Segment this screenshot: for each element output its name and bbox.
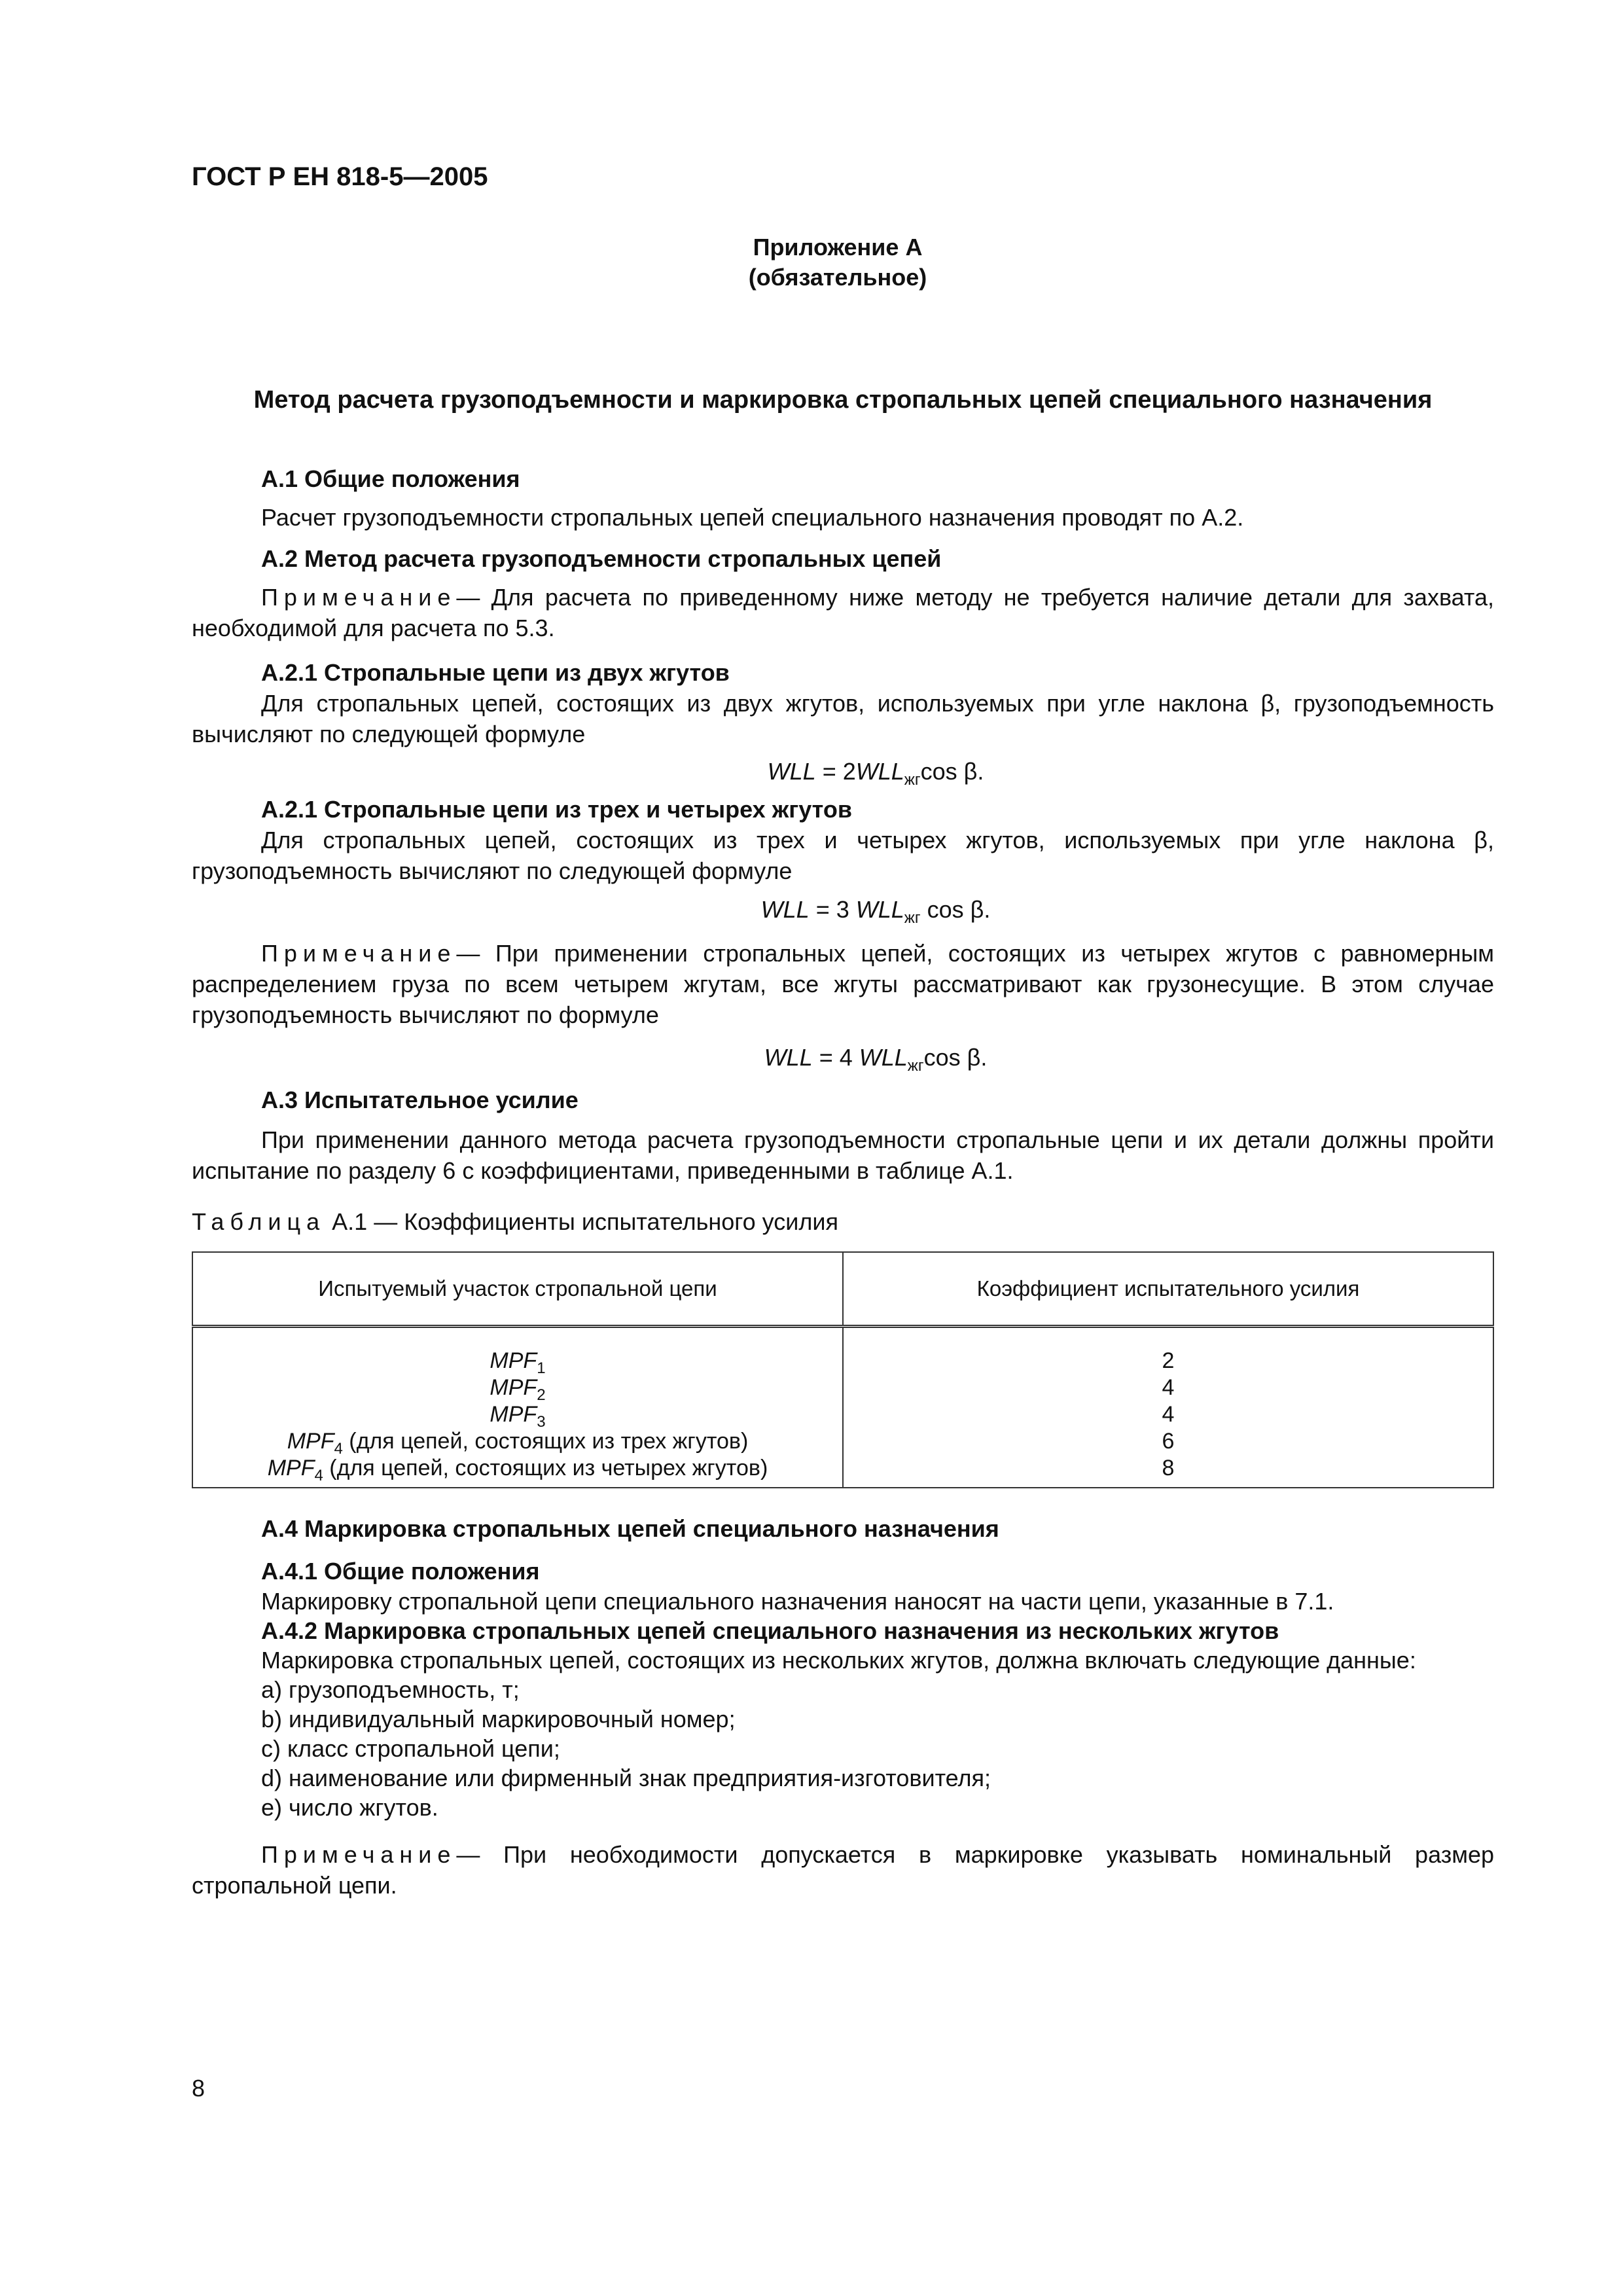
table-caption <box>192 1208 838 1236</box>
table-item <box>194 1455 842 1482</box>
section-a1-text: Расчет грузоподъемности стропальных цепей специального назначения проводят по А.2. <box>261 504 1244 531</box>
section-a4-heading: А.4 Маркировка стропальных цепей специального назначения <box>261 1515 999 1542</box>
formula-eq: = 3 <box>809 896 856 923</box>
section-a21-heading: А.2.1 Стропальные цепи из двух жгутов <box>261 659 730 686</box>
section-a3-text: При применении данного метода расчета грузоподъемности стропальные цепи и их детали должны пройти испытание по разделу 6 с коэффициентами, приведенными в таблице А.1. <box>192 1126 1494 1184</box>
section-a42-heading: А.4.2 Маркировка стропальных цепей специального назначения из нескольких жгутов <box>261 1617 1279 1644</box>
coefficient-value: 2 <box>1162 1348 1175 1373</box>
mpf-note: (для цепей, состоящих из четырех жгутов) <box>323 1456 768 1480</box>
section-a2-note <box>192 582 1494 643</box>
section-a42-text: Маркировка стропальных цепей, состоящих из нескольких жгутов, должна включать следующие данные: <box>261 1647 1416 1674</box>
list-item: d) наименование или фирменный знак предприятия-изготовителя; <box>261 1765 991 1791</box>
formula-tail: cos β. <box>920 896 991 923</box>
note-text: — При необходимости допускается в маркировке указывать номинальный размер стропальной цепи. <box>192 1841 1494 1899</box>
section-a3-heading: А.3 Испытательное усилие <box>261 1086 579 1113</box>
section-a21b-text: Для стропальных цепей, состоящих из трех и четырех жгутов, используемых при угле наклона β, грузоподъемность вычисляют по следующей формуле <box>192 827 1494 884</box>
note-text: — При применении стропальных цепей, состоящих из четырех жгутов с равномерным распределением груза по всем четырем жгутам, все жгуты рассматривают как грузонесущие. В этом случае грузоподъемность вычисляют по формуле <box>192 940 1494 1028</box>
section-a41-text: Маркировку стропальной цепи специального назначения наносят на части цепи, указанные в 7.1. <box>261 1588 1334 1615</box>
note-label: Примечание <box>261 940 457 967</box>
section-a1-heading: А.1 Общие положения <box>261 465 520 492</box>
section-a4 <box>192 1513 1494 1901</box>
annex-heading <box>0 232 1623 293</box>
section-a2 <box>192 543 1494 643</box>
formula-two-legs <box>192 756 1494 787</box>
formula-four-legs <box>192 1042 1494 1073</box>
formula-eq: = 4 <box>812 1044 859 1071</box>
mpf-var: MPF <box>490 1402 537 1427</box>
table-cell-coefficient <box>843 1327 1493 1488</box>
annex-title: Приложение А <box>753 234 923 260</box>
section-a3 <box>192 1085 1494 1186</box>
list-item: с) класс стропальной цепи; <box>261 1735 560 1762</box>
table-item <box>194 1374 842 1404</box>
table-header-cell: Коэффициент испытательного усилия <box>843 1252 1493 1327</box>
note-label: Примечание <box>261 1841 457 1868</box>
section-a1 <box>192 463 1494 533</box>
mpf-sub: 4 <box>314 1467 323 1484</box>
marking-list <box>192 1675 1494 1822</box>
section-a21b-heading: А.2.1 Стропальные цепи из трех и четырех жгутов <box>261 796 852 823</box>
mpf-sub: 4 <box>334 1440 343 1458</box>
formula-sub: жг <box>904 909 921 927</box>
table-caption-label: Таблица <box>192 1208 326 1235</box>
coefficient-value: 4 <box>1162 1375 1175 1400</box>
formula-lhs: WLL <box>764 1044 813 1071</box>
formula-three-legs <box>192 894 1494 925</box>
section-a21-two-legs <box>192 657 1494 787</box>
table-cell-section <box>192 1327 843 1488</box>
table-item <box>194 1401 842 1431</box>
coefficient-value: 4 <box>1162 1402 1175 1427</box>
formula-var: WLL <box>855 896 904 923</box>
section-a21b-note <box>192 938 1494 1030</box>
mpf-var: MPF <box>287 1429 334 1454</box>
mpf-sub: 3 <box>537 1413 546 1431</box>
formula-lhs: WLL <box>767 758 816 785</box>
coefficients-table <box>192 1251 1494 1488</box>
document-code: ГОСТ Р ЕН 818-5—2005 <box>192 162 488 191</box>
formula-var: WLL <box>859 1044 908 1071</box>
list-item: b) индивидуальный маркировочный номер; <box>261 1706 736 1732</box>
formula-sub: жг <box>904 771 921 789</box>
table-header-row <box>192 1252 1493 1327</box>
note-text: — Для расчета по приведенному ниже методу не требуется наличие детали для захвата, необходимой для расчета по 5.3. <box>192 584 1494 641</box>
formula-lhs: WLL <box>760 896 810 923</box>
coefficient-value: 8 <box>1162 1456 1175 1480</box>
mpf-sub: 1 <box>537 1359 546 1377</box>
mpf-var: MPF <box>490 1375 537 1400</box>
table-caption-text: А.1 — Коэффициенты испытательного усилия <box>325 1208 838 1235</box>
formula-sub: жг <box>907 1057 924 1075</box>
list-item: а) грузоподъемность, т; <box>261 1676 520 1703</box>
section-a2-heading: А.2 Метод расчета грузоподъемности стропальных цепей <box>261 545 942 572</box>
table-row <box>192 1327 1493 1488</box>
mpf-sub: 2 <box>537 1386 546 1404</box>
coefficient-value: 6 <box>1162 1429 1175 1454</box>
annex-status: (обязательное) <box>748 264 927 291</box>
formula-tail: cos β. <box>923 1044 988 1071</box>
list-item: е) число жгутов. <box>261 1794 438 1821</box>
formula-eq: = 2 <box>815 758 856 785</box>
mpf-var: MPF <box>490 1348 537 1373</box>
note-label: Примечание <box>261 584 457 611</box>
section-a41-heading: А.4.1 Общие положения <box>261 1558 540 1585</box>
table-header-cell: Испытуемый участок стропальной цепи <box>192 1252 843 1327</box>
table-item <box>194 1428 842 1458</box>
annex-main-title: Метод расчета грузоподъемности и маркировка стропальных цепей специального назначения <box>253 386 1433 414</box>
mpf-note: (для цепей, состоящих из трех жгутов) <box>342 1429 749 1454</box>
table-item <box>194 1348 842 1377</box>
formula-tail: cos β. <box>920 758 984 785</box>
page-number: 8 <box>192 2075 205 2102</box>
section-a21-text: Для стропальных цепей, состоящих из двух жгутов, используемых при угле наклона β, грузоподъемность вычисляют по следующей формуле <box>192 690 1494 747</box>
formula-var: WLL <box>855 758 904 785</box>
section-a21-three-four-legs <box>192 794 1494 1073</box>
mpf-var: MPF <box>267 1456 315 1480</box>
section-a4-note <box>192 1839 1494 1901</box>
